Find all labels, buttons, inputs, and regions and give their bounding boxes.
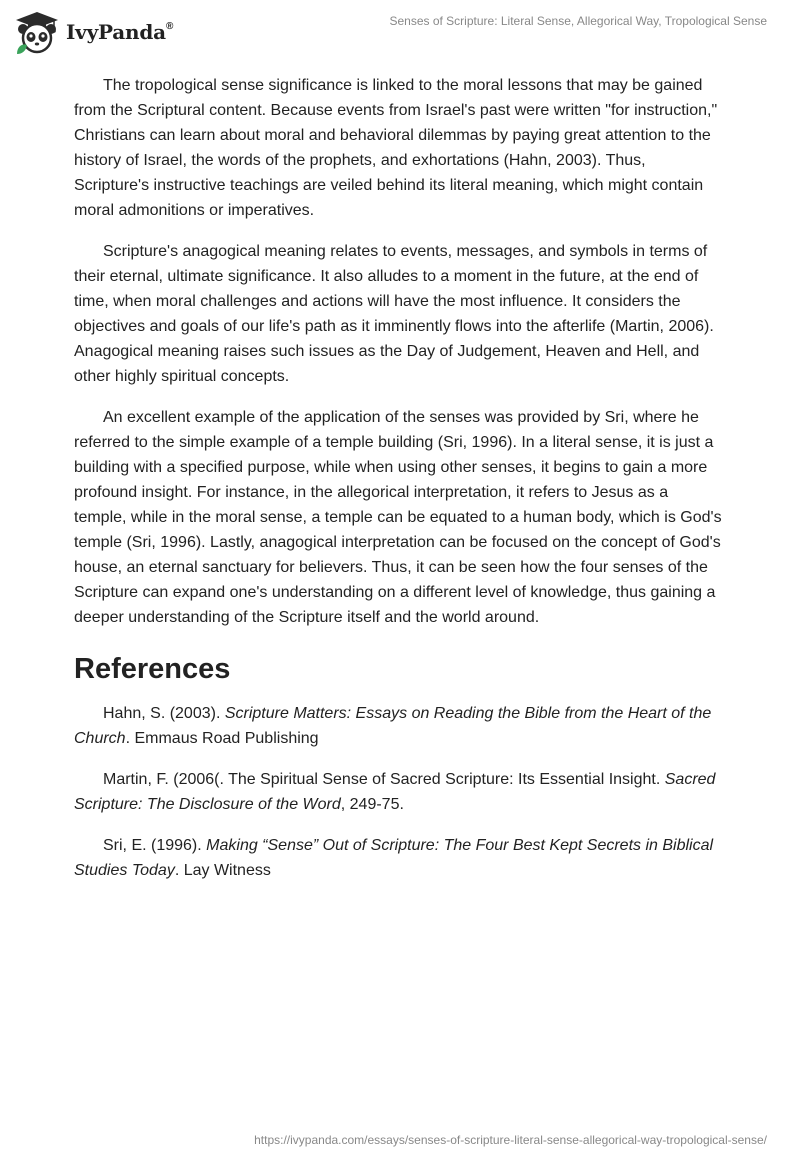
panda-icon (14, 10, 60, 56)
references-heading: References (74, 653, 231, 685)
body-paragraph: The tropological sense significance is linked to the moral lessons that may be gained from the Scriptural content. Because events from Israel's past were written "for instruction," Christians can learn about moral and behavioral dilemmas by paying great attention to the history of Israel, the words of the prophets, and exhortations (Hahn, 2003). Thus, Scripture's instructive teachings are veiled behind its literal meaning, which might contain moral admonitions or imperatives. (74, 77, 718, 219)
reference-item: Sri, E. (1996). Making “Sense” Out of Scripture: The Four Best Kept Secrets in Biblical Studies Today. Lay Witness (74, 837, 714, 879)
body-paragraph: An excellent example of the application of the senses was provided by Sri, where he referred to the simple example of a temple building (Sri, 1996). In a literal sense, it is just a building with a specified purpose, while when using other senses, it begins to gain a more profound insight. For instance, in the allegorical interpretation, it refers to Jesus as a temple, while in the moral sense, a temple can be equated to a human body, which is God's temple (Sri, 1996). Lastly, anagogical interpretation can be focused on the concept of God's house, an eternal sanctuary for believers. Thus, it can be seen how the four senses of the Scripture can expand one's understanding on a different level of knowledge, thus gaining a deeper understanding of the Scripture itself and the world around. (74, 409, 722, 626)
source-url[interactable]: https://ivypanda.com/essays/senses-of-scripture-literal-sense-allegorical-way-tropological-sense/ (254, 1133, 767, 1147)
essay-content (74, 73, 724, 899)
registered-mark: ® (165, 21, 174, 33)
ivypanda-logo[interactable] (14, 10, 173, 56)
reference-item: Hahn, S. (2003). Scripture Matters: Essays on Reading the Bible from the Heart of the Church. Emmaus Road Publishing (74, 705, 712, 747)
reference-item: Martin, F. (2006(. The Spiritual Sense of Sacred Scripture: Its Essential Insight. Sacred Scripture: The Disclosure of the Word, 249-75. (74, 771, 716, 813)
brand-name: IvyPanda® (66, 20, 174, 44)
running-title: Senses of Scripture: Literal Sense, Allegorical Way, Tropological Sense (389, 14, 767, 28)
page-header (0, 0, 800, 60)
body-paragraph: Scripture's anagogical meaning relates to events, messages, and symbols in terms of their eternal, ultimate significance. It also alludes to a moment in the future, at the end of time, when moral challenges and actions will have the most influence. It considers the objectives and goals of our life's path as it imminently flows into the afterlife (Martin, 2006). Anagogical meaning raises such issues as the Day of Judgement, Heaven and Hell, and other highly spiritual concepts. (74, 243, 714, 385)
